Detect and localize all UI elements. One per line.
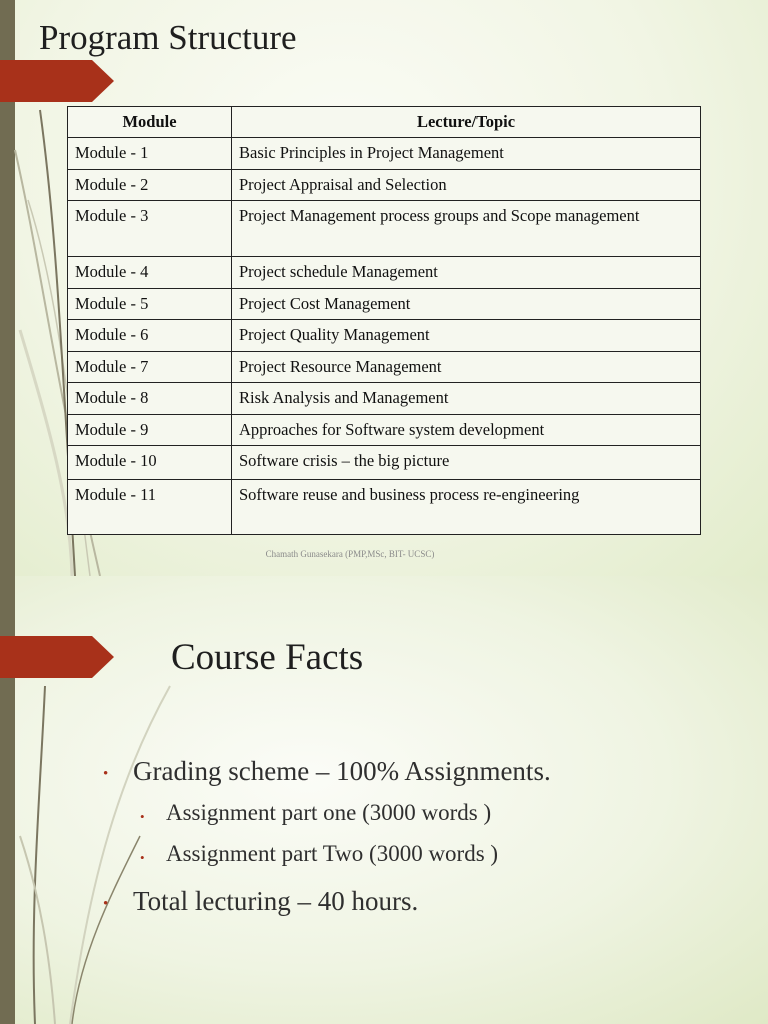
table-row xyxy=(68,320,701,352)
table-row xyxy=(68,138,701,170)
column-header-topic: Lecture/Topic xyxy=(232,107,701,138)
title-flag-decoration xyxy=(0,636,114,678)
list-item-text: Assignment part Two (3000 words ) xyxy=(166,841,499,866)
table-row xyxy=(68,170,701,201)
list-item-text: Total lecturing – 40 hours. xyxy=(133,886,419,916)
page-title: Course Facts xyxy=(171,637,364,678)
table-row xyxy=(68,415,701,446)
slide-course-facts xyxy=(0,576,768,1024)
topic-cell: Project Resource Management xyxy=(232,352,701,383)
bullet-icon: • xyxy=(103,766,109,782)
table-row xyxy=(68,383,701,415)
bullet-icon: • xyxy=(103,896,109,912)
module-cell: Module - 2 xyxy=(68,170,232,201)
course-facts-list xyxy=(100,756,551,917)
module-cell: Module - 5 xyxy=(68,289,232,320)
table-row xyxy=(68,446,701,480)
topic-cell: Basic Principles in Project Management xyxy=(232,138,701,170)
module-cell: Module - 3 xyxy=(68,201,232,257)
topic-cell: Project Appraisal and Selection xyxy=(232,170,701,201)
topic-cell: Risk Analysis and Management xyxy=(232,383,701,415)
module-cell: Module - 6 xyxy=(68,320,232,352)
table-header-row xyxy=(68,107,701,138)
table-row xyxy=(68,201,701,257)
module-cell: Module - 8 xyxy=(68,383,232,415)
topic-cell: Project schedule Management xyxy=(232,257,701,289)
module-cell: Module - 7 xyxy=(68,352,232,383)
module-cell: Module - 10 xyxy=(68,446,232,480)
slide-footer: Chamath Gunasekara (PMP,MSc, BIT- UCSC) xyxy=(265,549,435,559)
list-item xyxy=(100,800,551,841)
column-header-module: Module xyxy=(68,107,232,138)
topic-cell: Project Quality Management xyxy=(232,320,701,352)
topic-cell: Approaches for Software system development xyxy=(232,415,701,446)
list-item xyxy=(100,756,551,800)
title-flag-decoration xyxy=(0,60,114,102)
list-item-text: Grading scheme – 100% Assignments. xyxy=(133,756,551,786)
table-row xyxy=(68,480,701,535)
list-item xyxy=(100,886,551,917)
topic-cell: Software crisis – the big picture xyxy=(232,446,701,480)
table-row xyxy=(68,352,701,383)
module-cell: Module - 11 xyxy=(68,480,232,535)
module-cell: Module - 4 xyxy=(68,257,232,289)
page-title: Program Structure xyxy=(39,18,297,57)
module-cell: Module - 9 xyxy=(68,415,232,446)
bullet-icon: • xyxy=(140,809,145,824)
table-row xyxy=(68,257,701,289)
list-item xyxy=(100,841,551,886)
topic-cell: Project Management process groups and Scope management xyxy=(232,201,701,257)
list-item-text: Assignment part one (3000 words ) xyxy=(166,800,492,825)
program-structure-table xyxy=(67,106,701,535)
bullet-icon: • xyxy=(140,850,145,865)
topic-cell: Software reuse and business process re-engineering xyxy=(232,480,701,535)
table-row xyxy=(68,289,701,320)
topic-cell: Project Cost Management xyxy=(232,289,701,320)
module-cell: Module - 1 xyxy=(68,138,232,170)
